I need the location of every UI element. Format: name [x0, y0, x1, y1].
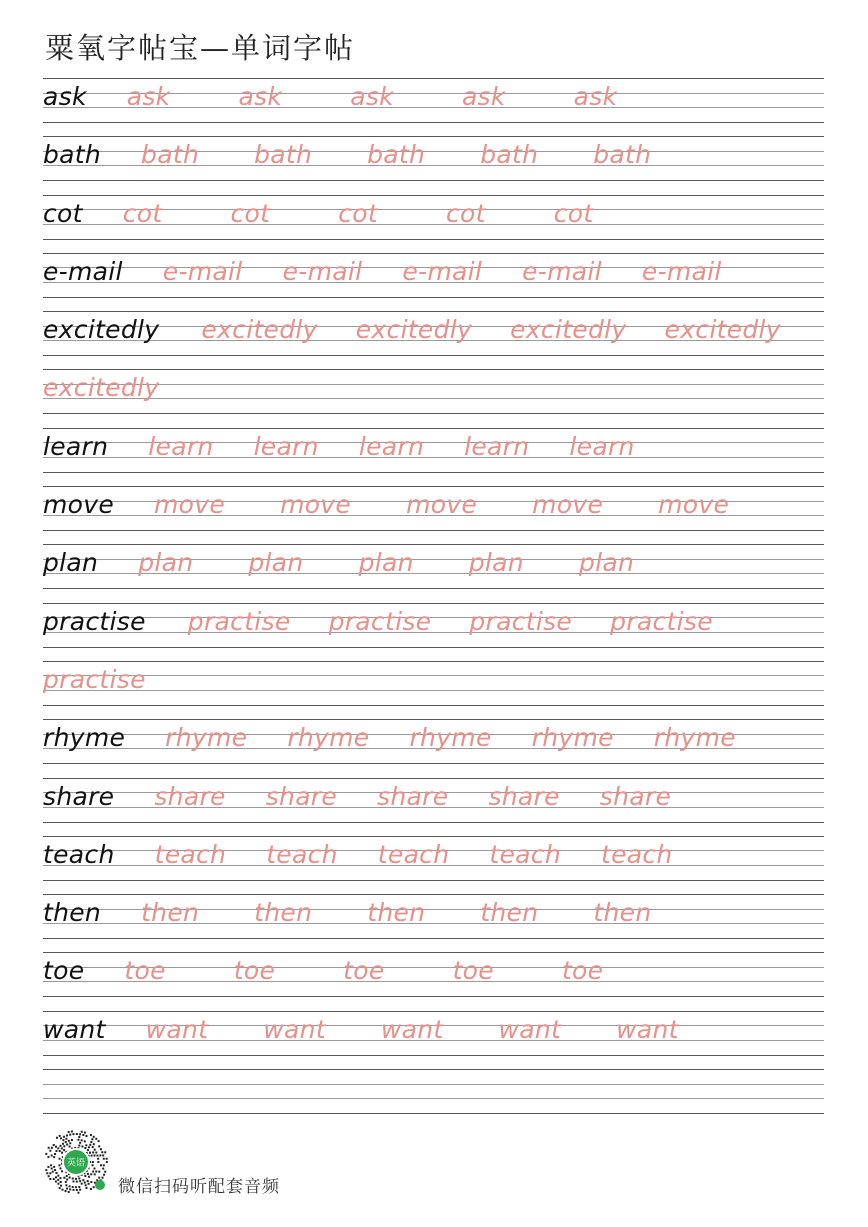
practice-row [43, 603, 824, 661]
practice-row [43, 894, 824, 952]
word-line [43, 311, 781, 355]
trace-word: then [593, 898, 652, 928]
qr-badge-label: 英语 [66, 1158, 86, 1169]
word-line [43, 661, 146, 705]
model-word: plan [43, 548, 99, 578]
ruling-line [43, 122, 824, 123]
ruling-line [43, 996, 824, 997]
ruling-line [43, 588, 824, 589]
trace-word: teach [266, 839, 338, 869]
trace-word: teach [154, 839, 227, 869]
trace-word: practise [187, 606, 291, 636]
ruling-line [43, 1098, 824, 1099]
practice-row [43, 719, 824, 777]
trace-word: toe [124, 956, 166, 986]
trace-word: ask [238, 82, 283, 111]
word-line [43, 836, 673, 880]
trace-word: rhyme [165, 723, 248, 753]
trace-word: cot [446, 198, 486, 228]
practice-row [43, 136, 824, 194]
ruling-line [43, 369, 824, 370]
model-word: then [43, 898, 102, 928]
footer [42, 1128, 442, 1200]
word-line [43, 136, 651, 180]
trace-word: bath [367, 140, 426, 170]
trace-word: rhyme [531, 723, 614, 753]
trace-word: e-mail [641, 256, 722, 286]
word-line [43, 428, 635, 472]
ruling-line [43, 763, 824, 764]
trace-word: then [141, 898, 200, 928]
ruling-line [43, 180, 824, 181]
qr-corner-dot [95, 1180, 105, 1190]
practice-row [43, 369, 824, 427]
practice-row [43, 836, 824, 894]
trace-word: cot [338, 198, 378, 228]
trace-word: excitedly [43, 373, 160, 403]
ruling-line [43, 530, 824, 531]
ruling-line [43, 398, 824, 399]
qr-code-icon[interactable] [42, 1128, 110, 1196]
trace-word: then [367, 898, 426, 928]
word-line [43, 1011, 679, 1055]
trace-word: plan [248, 548, 304, 578]
trace-word: rhyme [287, 723, 370, 753]
trace-word: bath [254, 140, 313, 170]
practice-row [43, 253, 824, 311]
trace-word: move [406, 490, 478, 520]
trace-word: cot [553, 198, 594, 228]
trace-word: cot [230, 198, 271, 228]
word-line [43, 369, 159, 413]
trace-word: want [616, 1014, 679, 1044]
practice-row [43, 486, 824, 544]
trace-word: excitedly [664, 315, 781, 345]
trace-word: teach [600, 839, 673, 869]
trace-word: cot [122, 198, 163, 228]
practice-row [43, 78, 824, 136]
ruling-line [43, 1113, 824, 1114]
trace-word: move [154, 490, 226, 520]
trace-word: then [480, 898, 539, 928]
trace-word: ask [126, 82, 171, 111]
trace-word: toe [561, 956, 604, 986]
ruling-line [43, 472, 824, 473]
trace-word: e-mail [522, 256, 602, 286]
trace-word: plan [468, 548, 524, 578]
model-word: rhyme [43, 723, 126, 753]
model-word: share [43, 781, 115, 811]
practice-sheet [43, 78, 824, 1127]
trace-word: rhyme [409, 723, 492, 753]
practice-row [43, 311, 824, 369]
model-word: e-mail [43, 256, 123, 286]
trace-word: move [280, 490, 352, 520]
word-line [43, 603, 713, 647]
word-line [43, 486, 729, 530]
trace-word: ask [350, 82, 394, 111]
trace-word: want [263, 1014, 326, 1044]
trace-word: toe [343, 956, 385, 986]
trace-word: share [154, 781, 226, 811]
ruling-line [43, 1084, 824, 1085]
trace-word: want [145, 1014, 209, 1044]
word-line [43, 894, 651, 938]
model-word: move [43, 490, 115, 520]
practice-row [43, 195, 824, 253]
trace-word: want [380, 1014, 444, 1044]
word-line [43, 253, 722, 297]
trace-word: learn [464, 431, 530, 461]
trace-word: want [498, 1014, 562, 1044]
practice-row [43, 544, 824, 602]
trace-word: bath [141, 140, 200, 170]
practice-row [43, 778, 824, 836]
word-line [43, 778, 671, 822]
model-word: teach [43, 839, 115, 869]
model-word: ask [43, 82, 87, 111]
trace-word: move [658, 490, 730, 520]
ruling-line [43, 938, 824, 939]
trace-word: toe [452, 956, 494, 986]
trace-word: teach [377, 839, 450, 869]
trace-word: bath [593, 140, 652, 170]
trace-word: excitedly [510, 315, 627, 345]
trace-word: rhyme [653, 723, 736, 753]
ruling-line [43, 690, 824, 691]
ruling-line [43, 1069, 824, 1070]
practice-row [43, 1011, 824, 1069]
ruling-line [43, 355, 824, 356]
ruling-line [43, 1055, 824, 1056]
practice-row [43, 1069, 824, 1127]
model-word: toe [43, 956, 85, 986]
practice-row [43, 428, 824, 486]
trace-word: plan [358, 548, 414, 578]
ruling-line [43, 413, 824, 414]
scan-instruction: 微信扫码听配套音频 [118, 1177, 280, 1197]
trace-word: excitedly [355, 315, 473, 345]
model-word: cot [43, 198, 83, 228]
trace-word: ask [461, 82, 506, 111]
model-word: practise [43, 606, 146, 636]
trace-word: e-mail [162, 256, 243, 286]
trace-word: share [377, 781, 449, 811]
ruling-line [43, 661, 824, 662]
practice-row [43, 952, 824, 1010]
practice-row [43, 661, 824, 719]
trace-word: learn [253, 431, 319, 461]
trace-word: e-mail [402, 256, 483, 286]
trace-word: learn [569, 431, 635, 461]
trace-word: practise [469, 606, 573, 636]
ruled-lines [43, 369, 824, 413]
word-line [43, 952, 603, 996]
trace-word: learn [148, 431, 214, 461]
model-word: want [43, 1014, 106, 1044]
ruling-line [43, 647, 824, 648]
trace-word: excitedly [201, 315, 318, 345]
model-word: learn [43, 431, 109, 461]
word-line [43, 195, 594, 239]
word-line [43, 544, 634, 588]
trace-word: move [532, 490, 604, 520]
trace-word: then [254, 898, 313, 928]
model-word: excitedly [43, 315, 160, 345]
ruled-lines [43, 661, 824, 705]
trace-word: practise [43, 664, 146, 694]
trace-word: share [265, 781, 338, 811]
ruling-line [43, 675, 824, 676]
word-line [43, 719, 736, 763]
trace-word: learn [358, 431, 425, 461]
trace-word: plan [138, 548, 194, 578]
word-line [43, 78, 617, 122]
trace-word: share [599, 781, 672, 811]
trace-word: bath [480, 140, 539, 170]
ruled-lines [43, 1069, 824, 1113]
ruling-line [43, 384, 824, 385]
trace-word: toe [233, 956, 276, 986]
ruling-line [43, 239, 824, 240]
ruling-line [43, 705, 824, 706]
trace-word: practise [328, 606, 432, 636]
trace-word: practise [610, 606, 713, 636]
trace-word: e-mail [282, 256, 363, 286]
model-word: bath [43, 140, 102, 170]
ruling-line [43, 297, 824, 298]
ruling-line [43, 880, 824, 881]
trace-word: plan [578, 548, 635, 578]
trace-word: teach [489, 839, 561, 869]
trace-word: ask [573, 82, 618, 111]
page-title: 粟氧字帖宝—单词字帖 [45, 31, 356, 65]
ruling-line [43, 822, 824, 823]
trace-word: share [488, 781, 560, 811]
